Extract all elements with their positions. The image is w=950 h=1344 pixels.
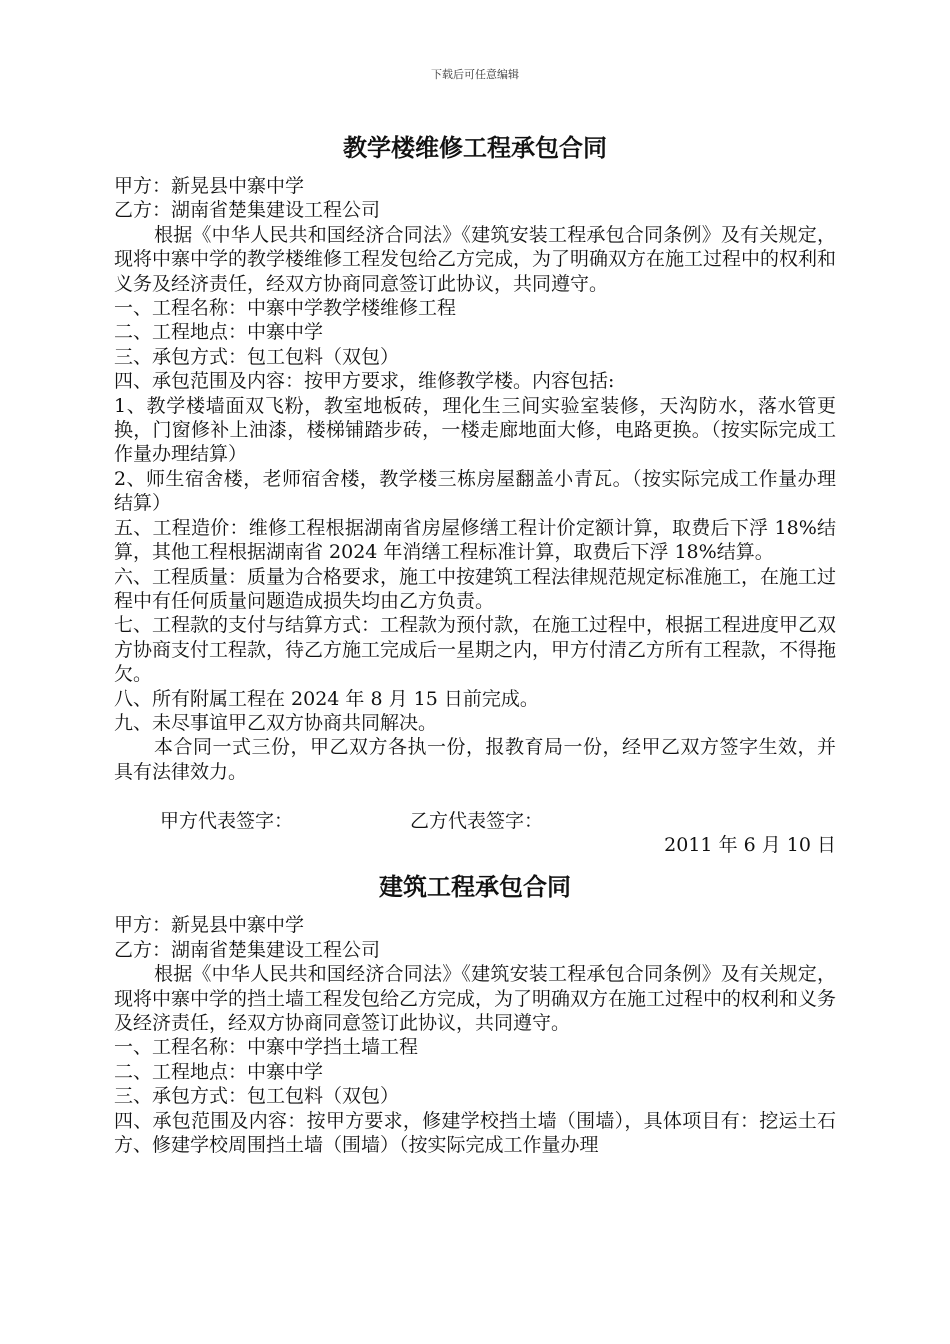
contract1-title: 教学楼维修工程承包合同	[343, 133, 607, 162]
party-b-signature-label: 乙方代表签字：	[410, 809, 544, 832]
contract1-item-4-2: 2、师生宿舍楼，老师宿舍楼，教学楼三栋房屋翻盖小青瓦。（按实际完成工作量办理结算）	[114, 467, 836, 515]
contract1-item-5: 五、工程造价：维修工程根据湖南省房屋修缮工程计价定额计算，取费后下浮 18%结算，其他工程根据湖南省 2024 年消缮工程标准计算，取费后下浮 18%结算。	[114, 516, 836, 564]
contract1-item-6: 六、工程质量：质量为合格要求，施工中按建筑工程法律规范规定标准施工，在施工过程中有任何质量问题造成损失均由乙方负责。	[114, 565, 837, 612]
contract1-intro: 根据《中华人民共和国经济合同法》《建筑安装工程承包合同条例》及有关规定，现将中寨中学的教学楼维修工程发包给乙方完成，为了明确双方在施工过程中的权利和义务及经济责任，经双方协商同意签订此协议，共同遵守。	[114, 223, 837, 295]
contract2-party-b: 乙方：湖南省楚集建设工程公司	[114, 938, 381, 961]
contract1-item-4: 四、承包范围及内容：按甲方要求，维修教学楼。内容包括:	[114, 370, 615, 393]
blank-line	[114, 784, 836, 808]
contract1-item-3: 三、承包方式：包工包料（双包）	[114, 345, 400, 368]
contract2-party-a: 甲方：新晃县中寨中学	[114, 914, 305, 937]
contract1-closing: 本合同一式三份，甲乙双方各执一份，报教育局一份，经甲乙双方签字生效，并具有法律效力。	[114, 736, 836, 783]
signature-row	[114, 809, 836, 833]
contract2-item-2: 二、工程地点：中寨中学	[114, 1060, 324, 1083]
contract2-title: 建筑工程承包合同	[379, 872, 571, 902]
contract2-item-4: 四、承包范围及内容：按甲方要求，修建学校挡土墙（围墙），具体项目有：挖运土石方、修建学校周围挡土墙（围墙）（按实际完成工作量办理	[114, 1109, 836, 1156]
contract1-item-7: 七、工程款的支付与结算方式：工程款为预付款，在施工过程中，根据工程进度甲乙双方协商支付工程款，待乙方施工完成后一星期之内，甲方付清乙方所有工程款，不得拖欠。	[114, 614, 837, 686]
contract1-party-b: 乙方：湖南省楚集建设工程公司	[114, 199, 381, 222]
contract1-item-8: 八、所有附属工程在 2024 年 8 月 15 日前完成。	[114, 687, 539, 710]
contract1-date: 2011 年 6 月 10 日	[664, 833, 836, 856]
contract1-item-4-1: 1、教学楼墙面双飞粉，教室地板砖，理化生三间实验室装修，天沟防水，落水管更换，门窗修补上油漆，楼梯铺踏步砖，一楼走廊地面大修，电路更换。（按实际完成工作量办理结算）	[114, 394, 836, 466]
contract1-party-a: 甲方：新晃县中寨中学	[114, 175, 305, 197]
party-a-signature-label: 甲方代表签字：	[160, 809, 294, 832]
document-body	[114, 128, 836, 1157]
header-note: 下载后可任意编辑	[431, 68, 519, 81]
contract2-item-1: 一、工程名称：中寨中学挡土墙工程	[114, 1036, 419, 1059]
contract1-item-1: 一、工程名称：中寨中学教学楼维修工程	[114, 297, 457, 320]
contract2-intro: 根据《中华人民共和国经济合同法》《建筑安装工程承包合同条例》及有关规定，现将中寨中学的挡土墙工程发包给乙方完成，为了明确双方在施工过程中的权利和义务及经济责任，经双方协商同意签订此协议，共同遵守。	[114, 963, 837, 1034]
contract1-item-9: 九、未尽事谊甲乙双方协商共同解决。	[114, 711, 438, 734]
contract2-item-3: 三、承包方式：包工包料（双包）	[114, 1085, 400, 1108]
contract1-item-2: 二、工程地点：中寨中学	[114, 321, 324, 344]
